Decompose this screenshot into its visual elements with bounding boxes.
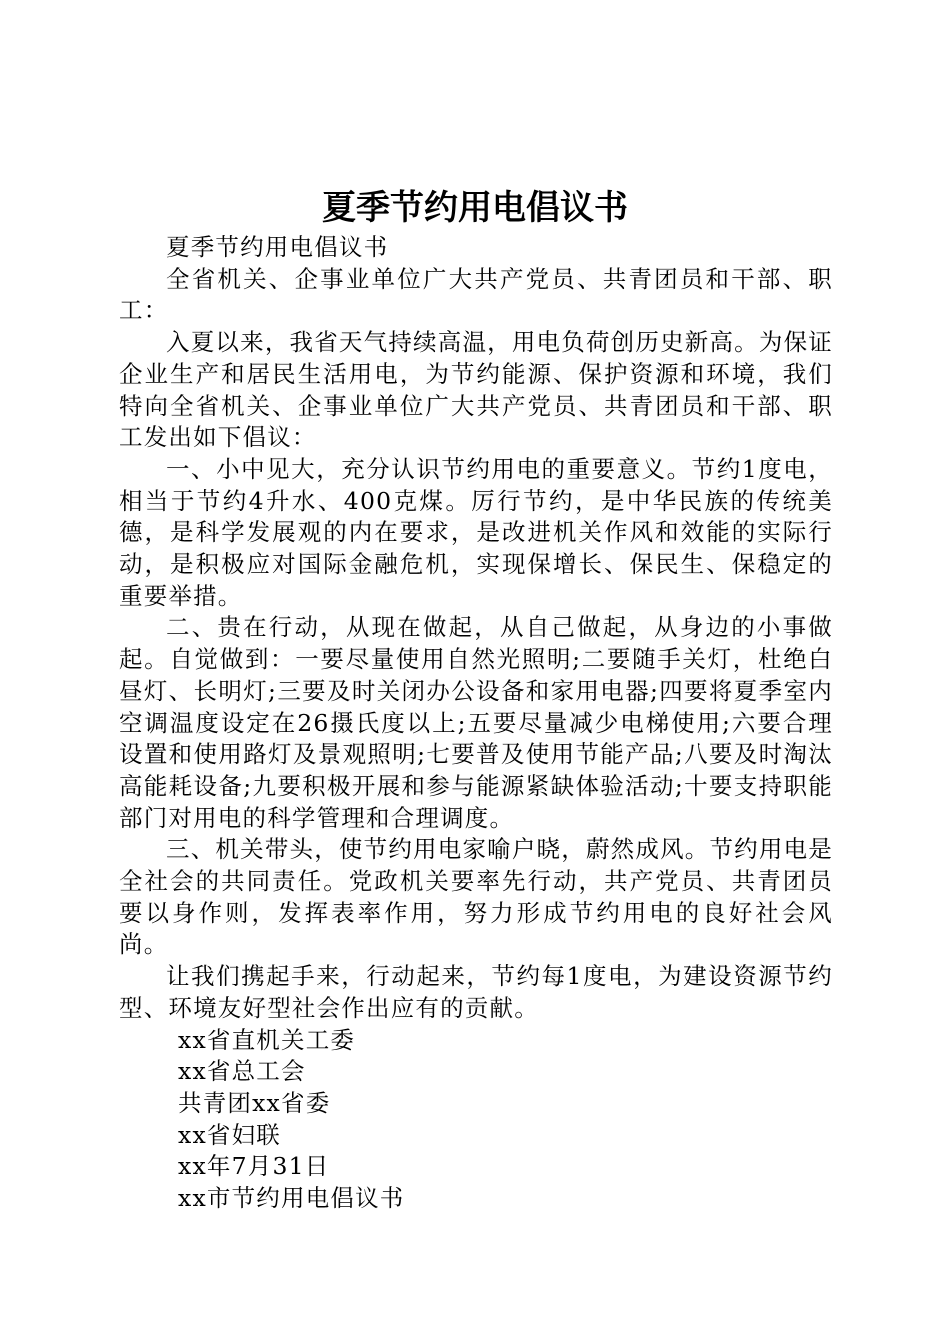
closing-paragraph: 让我们携起手来，行动起来，节约每1度电，为建设资源节约型、环境友好型社会作出应有的贡献。 bbox=[119, 962, 833, 1022]
document-body bbox=[119, 232, 833, 1215]
signature-line: xx省直机关工委 bbox=[178, 1025, 356, 1054]
document-title: 夏季节约用电倡议书 bbox=[322, 188, 628, 228]
proposal-two-paragraph: 二、贵在行动，从现在做起，从自己做起，从身边的小事做起。自觉做到：一要尽量使用自然光照明;二要随手关灯，杜绝白昼灯、长明灯;三要及时关闭办公设备和家用电器;四要将夏季室内空调温度设定在26摄氏度以上;五要尽量减少电梯使用;六要合理设置和使用路灯及景观照明;七要普及使用节能产品;八要及时淘汰高能耗设备;九要积极开展和参与能源紧缺体验活动;十要支持职能部门对用电的科学管理和合理调度。 bbox=[119, 613, 833, 832]
signature-line: 共青团xx省委 bbox=[178, 1088, 331, 1117]
salutation-paragraph: 全省机关、企事业单位广大共产党员、共青团员和干部、职工： bbox=[119, 264, 833, 325]
signature-line: xx省总工会 bbox=[178, 1057, 306, 1086]
intro-paragraph: 入夏以来，我省天气持续高温，用电负荷创历史新高。为保证企业生产和居民生活用电，为节约能源、保护资源和环境，我们特向全省机关、企事业单位广大共产党员、共青团员和干部、职工发出如下倡议： bbox=[119, 328, 833, 452]
proposal-one-paragraph: 一、小中见大，充分认识节约用电的重要意义。节约1度电，相当于节约4升水、400克煤。厉行节约，是中华民族的传统美德，是科学发展观的内在要求，是改进机关作风和效能的实际行动，是积极应对国际金融危机，实现保增长、保民生、保稳定的重要举措。 bbox=[119, 454, 833, 610]
subtitle-paragraph: 夏季节约用电倡议书 bbox=[166, 233, 389, 261]
date-line: xx年7月31日 bbox=[178, 1152, 330, 1181]
next-title-line: xx市节约用电倡议书 bbox=[178, 1184, 405, 1213]
proposal-three-paragraph: 三、机关带头，使节约用电家喻户晓，蔚然成风。节约用电是全社会的共同责任。党政机关要率先行动，共产党员、共青团员要以身作则，发挥表率作用，努力形成节约用电的良好社会风尚。 bbox=[119, 835, 833, 959]
signature-line: xx省妇联 bbox=[178, 1120, 282, 1149]
